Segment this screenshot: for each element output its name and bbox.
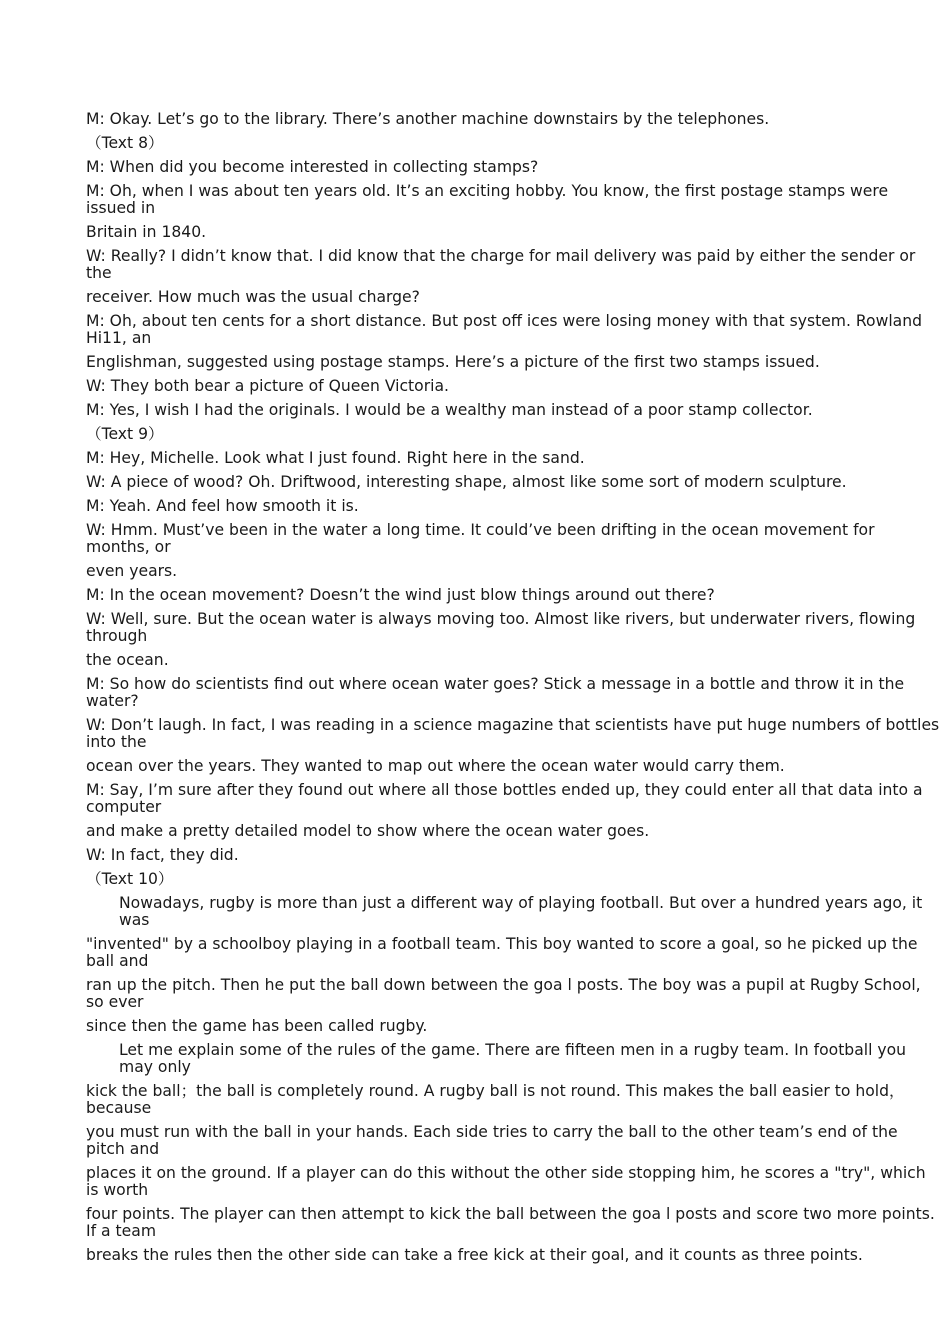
text-line: even years.	[86, 562, 178, 580]
text-line: M: So how do scientists find out where ocean water goes? Stick a message in a bottle and throw it in the water?	[86, 675, 905, 710]
text-line: the ocean.	[86, 651, 169, 669]
text-line: kick the ball；the ball is completely round. A rugby ball is not round. This makes the ball easier to hold，because	[86, 1082, 905, 1117]
text-line: receiver. How much was the usual charge?	[86, 288, 420, 306]
text-line: Nowadays, rugby is more than just a different way of playing football. But over a hundred years ago, it was	[119, 894, 923, 929]
text-line: M: Yes, I wish I had the originals. I would be a wealthy man instead of a poor stamp collector.	[86, 401, 813, 419]
text-line: breaks the rules then the other side can take a free kick at their goal, and it counts as three points.	[86, 1246, 863, 1264]
text-line: M: Okay. Let’s go to the library. There’s another machine downstairs by the telephones.	[86, 110, 770, 128]
text-line: M: In the ocean movement? Doesn’t the wind just blow things around out there?	[86, 586, 715, 604]
text-line: M: Yeah. And feel how smooth it is.	[86, 497, 359, 515]
text-line: W: Well, sure. But the ocean water is always moving too. Almost like rivers, but underwater rivers, flowing through	[86, 610, 916, 645]
text-line: and make a pretty detailed model to show where the ocean water goes.	[86, 822, 650, 840]
text-line: Britain in 1840.	[86, 223, 207, 241]
text-line: M: Oh, about ten cents for a short distance. But post off ices were losing money with that system. Rowland Hi11, an	[86, 312, 922, 347]
text-line: M: Hey, Michelle. Look what I just found. Right here in the sand.	[86, 449, 585, 467]
text-line: M: Say, I’m sure after they found out where all those bottles ended up, they could enter all that data into a computer	[86, 781, 923, 816]
text-line: W: A piece of wood? Oh. Driftwood, interesting shape, almost like some sort of modern sculpture.	[86, 473, 847, 491]
text-line: W: Don’t laugh. In fact, I was reading in a science magazine that scientists have put huge numbers of bottles into the	[86, 716, 940, 751]
text-line: Englishman, suggested using postage stamps. Here’s a picture of the first two stamps issued.	[86, 353, 820, 371]
text-line: W: Really? I didn’t know that. I did know that the charge for mail delivery was paid by either the sender or the	[86, 247, 916, 282]
document-page	[86, 111, 940, 1271]
text-line: （Text 9）	[86, 425, 164, 443]
text-line: （Text 10）	[86, 870, 174, 888]
text-line: you must run with the ball in your hands. Each side tries to carry the ball to the other team’s end of the pitch and	[86, 1123, 898, 1158]
text-line: （Text 8）	[86, 134, 164, 152]
text-line: four points. The player can then attempt to kick the ball between the goa l posts and score two more points. If a team	[86, 1205, 935, 1240]
text-line: "invented" by a schoolboy playing in a football team. This boy wanted to score a goal, so he picked up the ball and	[86, 935, 918, 970]
text-line: since then the game has been called rugby.	[86, 1017, 428, 1035]
text-line: ran up the pitch. Then he put the ball down between the goa l posts. The boy was a pupil at Rugby School, so ever	[86, 976, 921, 1011]
text-line: ocean over the years. They wanted to map out where the ocean water would carry them.	[86, 757, 785, 775]
text-line: Let me explain some of the rules of the game. There are fifteen men in a rugby team. In football you may only	[119, 1041, 907, 1076]
text-line: W: They both bear a picture of Queen Victoria.	[86, 377, 449, 395]
text-line: W: Hmm. Must’ve been in the water a long time. It could’ve been drifting in the ocean movement for months, or	[86, 521, 875, 556]
text-line: W: In fact, they did.	[86, 846, 239, 864]
text-line: M: Oh, when I was about ten years old. It’s an exciting hobby. You know, the first postage stamps were issued in	[86, 182, 889, 217]
text-line: places it on the ground. If a player can do this without the other side stopping him, he scores a "try", which is worth	[86, 1164, 926, 1199]
text-line: M: When did you become interested in collecting stamps?	[86, 158, 539, 176]
